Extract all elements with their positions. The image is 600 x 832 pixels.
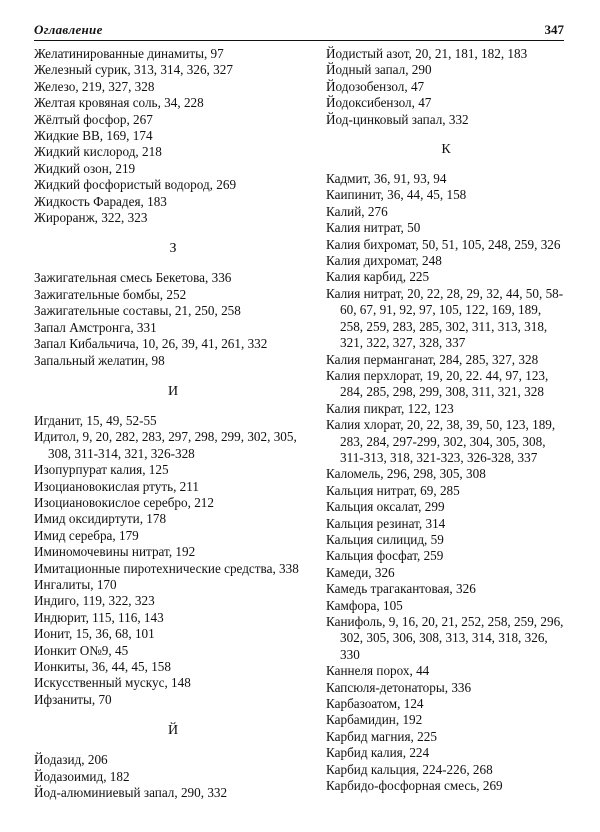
- index-entry: Карбид магния, 225: [326, 728, 437, 744]
- letter-heading-i: И: [167, 383, 179, 399]
- index-entry: Каломель, 296, 298, 305, 308: [326, 466, 486, 482]
- index-entry: Запал Амстронга, 331: [34, 319, 157, 335]
- index-entry: Каипинит, 36, 44, 45, 158: [326, 187, 467, 203]
- index-entry: Запальный желатин, 98: [34, 352, 165, 368]
- index-entry: Изопурпурат калия, 125: [34, 462, 169, 478]
- index-entry: Камеди, 326: [326, 564, 395, 580]
- index-entry: Йодоксибензол, 47: [326, 95, 432, 111]
- index-entry: Калия дихромат, 248: [326, 253, 442, 269]
- index-entry: Жироранж, 322, 323: [34, 210, 148, 226]
- index-entry: Калия нитрат, 50: [326, 220, 421, 236]
- index-entry: Ионит, 15, 36, 68, 101: [34, 626, 155, 642]
- index-entry: Карбазоатом, 124: [326, 696, 424, 712]
- index-entry: Каннеля порох, 44: [326, 663, 430, 679]
- letter-heading-k: К: [441, 142, 451, 158]
- index-group-i: [34, 413, 312, 708]
- index-entry: Камедь трагакантовая, 326: [326, 581, 476, 597]
- index-entry: Изоциановокислая ртуть, 211: [34, 478, 199, 494]
- index-entry: Калия карбид, 225: [326, 269, 430, 285]
- index-entry: Ингалиты, 170: [34, 576, 117, 592]
- index-entry: Калия перманганат, 284, 285, 327, 328: [326, 351, 539, 367]
- index-entry: Кальция нитрат, 69, 285: [326, 482, 460, 498]
- index-entry: Индиго, 119, 322, 323: [34, 593, 155, 609]
- index-entry: Игданит, 15, 49, 52-55: [34, 412, 157, 428]
- index-entry: Карбид кальция, 224-226, 268: [326, 761, 493, 777]
- index-entry: Ифзаниты, 70: [34, 691, 112, 707]
- index-entry: Карбидо-фосфорная смесь, 269: [326, 778, 503, 794]
- index-entry: Кальция резинат, 314: [326, 515, 446, 531]
- index-group-y: [34, 752, 312, 801]
- index-entry: Жидкие ВВ, 169, 174: [34, 128, 153, 144]
- letter-heading-y: Й: [167, 723, 179, 739]
- letter-heading-z: З: [169, 241, 177, 257]
- index-entry: Жёлтый фосфор, 267: [34, 111, 153, 127]
- index-entry: Жидкий озон, 219: [34, 160, 136, 176]
- index-entry: Кальция фосфат, 259: [326, 548, 444, 564]
- index-entry: Калия пикрат, 122, 123: [326, 400, 454, 416]
- index-entry: Ионкит О№9, 45: [34, 642, 129, 658]
- index-entry: Железо, 219, 327, 328: [34, 78, 155, 94]
- index-entry: Ионкиты, 36, 44, 45, 158: [34, 659, 171, 674]
- index-entry: Калия хлорат, 20, 22, 38, 39, 50, 123, 189, 283, 284, 297-299, 302, 304, 305, 308, 311-313, 318, 321-323, 326-328, 337: [326, 417, 556, 465]
- index-entry: Йодазид, 206: [34, 752, 108, 768]
- index-entry: Кальция силицид, 59: [326, 531, 444, 547]
- index-entry: Кадмит, 36, 91, 93, 94: [326, 171, 447, 187]
- index-entry: Зажигательная смесь Бекетова, 336: [34, 270, 232, 286]
- index-entry: Кальция оксалат, 299: [326, 499, 445, 515]
- index-entry: Йодозобензол, 47: [326, 78, 425, 94]
- index-entry: Жидкий кислород, 218: [34, 144, 162, 160]
- index-entry: Имитационные пиротехнические средства, 338: [34, 560, 299, 576]
- section-title: Оглавление: [34, 22, 103, 37]
- index-entry: Иминомочевины нитрат, 192: [34, 544, 196, 560]
- index-entry: Йод-алюминиевый запал, 290, 332: [34, 785, 228, 801]
- index-entry: Железный сурик, 313, 314, 326, 327: [34, 62, 233, 78]
- index-entry: Канифоль, 9, 16, 20, 21, 252, 258, 259, 296, 302, 305, 306, 308, 313, 314, 318, 326, 330: [326, 614, 564, 662]
- index-entry: Идитол, 9, 20, 282, 283, 297, 298, 299, 302, 305, 308, 311-314, 321, 326-328: [34, 429, 297, 461]
- index-entry: Жидкость Фарадея, 183: [34, 193, 167, 209]
- index-entry: Желатинированные динамиты, 97: [34, 46, 224, 61]
- page-header: [34, 22, 564, 41]
- index-group-k: [326, 171, 566, 794]
- index-entry: Йод-цинковый запал, 332: [326, 111, 469, 127]
- index-entry: Имид серебра, 179: [34, 527, 139, 543]
- index-entry: Запал Кибальчича, 10, 26, 39, 41, 261, 332: [34, 336, 268, 352]
- index-entry: Зажигательные бомбы, 252: [34, 286, 187, 302]
- index-column-right: [326, 46, 566, 794]
- index-group-y-continued: [326, 46, 566, 128]
- page-number: 347: [544, 22, 564, 37]
- index-entry: Изоциановокислое серебро, 212: [34, 494, 214, 510]
- index-group-zh: [34, 46, 312, 226]
- index-column-left: [34, 46, 312, 801]
- index-entry: Камфора, 105: [326, 597, 403, 613]
- index-entry: Калий, 276: [326, 203, 388, 219]
- index-entry: Индюрит, 115, 116, 143: [34, 609, 164, 625]
- index-entry: Желтая кровяная соль, 34, 228: [34, 95, 204, 111]
- index-entry: Калия нитрат, 20, 22, 28, 29, 32, 44, 50, 58-60, 67, 91, 92, 97, 105, 122, 169, 189, 258, 259, 283, 285, 302, 311, 313, 318, 321, 322, 327, 328, 337: [326, 285, 564, 351]
- index-group-z: [34, 270, 312, 368]
- index-entry: Йодный запал, 290: [326, 62, 432, 78]
- index-entry: Карбамидин, 192: [326, 712, 423, 728]
- index-entry: Йодистый азот, 20, 21, 181, 182, 183: [326, 46, 528, 61]
- index-entry: Искусственный мускус, 148: [34, 675, 191, 691]
- index-entry: Зажигательные составы, 21, 250, 258: [34, 303, 241, 319]
- index-entry: Йодазоимид, 182: [34, 768, 130, 784]
- index-entry: Калия бихромат, 50, 51, 105, 248, 259, 326: [326, 236, 561, 252]
- index-entry: Карбид калия, 224: [326, 745, 430, 761]
- index-entry: Капсюля-детонаторы, 336: [326, 679, 472, 695]
- index-entry: Имид оксидиртути, 178: [34, 511, 167, 527]
- index-entry: Калия перхлорат, 19, 20, 22. 44, 97, 123, 284, 285, 298, 299, 308, 311, 321, 328: [326, 367, 549, 400]
- index-entry: Жидкий фосфористый водород, 269: [34, 177, 237, 193]
